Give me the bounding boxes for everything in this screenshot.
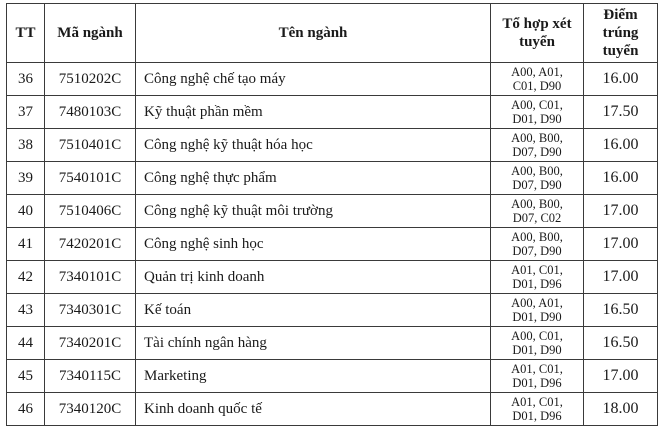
row-diem-cell: 18.00 xyxy=(584,393,658,426)
row-tt-cell: 36 xyxy=(7,63,45,96)
table-row xyxy=(7,261,658,294)
row-diem-cell: 17.50 xyxy=(584,96,658,129)
row-tt-cell: 37 xyxy=(7,96,45,129)
row-to-hop-cell xyxy=(491,129,584,162)
row-tt-cell: 40 xyxy=(7,195,45,228)
row-to-hop-cell xyxy=(491,195,584,228)
to-hop-line: C01, D90 xyxy=(512,79,562,93)
header-ma-nganh: Mã ngành xyxy=(45,4,136,63)
to-hop-line: D01, D90 xyxy=(512,310,562,324)
to-hop-line: D01, D96 xyxy=(512,409,562,423)
to-hop-line: A01, C01, xyxy=(511,362,563,376)
row-tt-cell: 38 xyxy=(7,129,45,162)
row-ten-nganh-cell: Công nghệ thực phẩm xyxy=(136,162,491,195)
to-hop-line: A01, C01, xyxy=(511,395,563,409)
row-ma-nganh-cell: 7340301C xyxy=(45,294,136,327)
row-diem-cell: 17.00 xyxy=(584,261,658,294)
row-ten-nganh-cell: Kỹ thuật phần mềm xyxy=(136,96,491,129)
row-ma-nganh-cell: 7540101C xyxy=(45,162,136,195)
row-to-hop-cell xyxy=(491,162,584,195)
row-tt-cell: 45 xyxy=(7,360,45,393)
table-row xyxy=(7,228,658,261)
table-row xyxy=(7,195,658,228)
to-hop-line: D01, D90 xyxy=(512,343,562,357)
to-hop-line: D07, D90 xyxy=(512,145,562,159)
to-hop-line: A00, A01, xyxy=(511,65,563,79)
table-body xyxy=(7,63,658,426)
row-ma-nganh-cell: 7420201C xyxy=(45,228,136,261)
to-hop-line: A00, B00, xyxy=(511,131,563,145)
row-diem-cell: 16.00 xyxy=(584,129,658,162)
row-ma-nganh-cell: 7340201C xyxy=(45,327,136,360)
to-hop-line: A00, B00, xyxy=(511,164,563,178)
row-ten-nganh-cell: Kinh doanh quốc tế xyxy=(136,393,491,426)
row-ten-nganh-cell: Kế toán xyxy=(136,294,491,327)
table-row xyxy=(7,96,658,129)
to-hop-line: A01, C01, xyxy=(511,263,563,277)
table-row xyxy=(7,162,658,195)
row-ten-nganh-cell: Tài chính ngân hàng xyxy=(136,327,491,360)
row-ma-nganh-cell: 7480103C xyxy=(45,96,136,129)
row-to-hop-cell xyxy=(491,63,584,96)
row-tt-cell: 44 xyxy=(7,327,45,360)
row-ten-nganh-cell: Công nghệ kỹ thuật môi trường xyxy=(136,195,491,228)
row-to-hop-cell xyxy=(491,327,584,360)
row-diem-cell: 16.00 xyxy=(584,63,658,96)
row-ten-nganh-cell: Quản trị kinh doanh xyxy=(136,261,491,294)
to-hop-line: D07, D90 xyxy=(512,178,562,192)
row-ma-nganh-cell: 7510406C xyxy=(45,195,136,228)
table-row xyxy=(7,360,658,393)
table-row xyxy=(7,129,658,162)
table-row xyxy=(7,393,658,426)
row-tt-cell: 43 xyxy=(7,294,45,327)
row-ma-nganh-cell: 7340115C xyxy=(45,360,136,393)
row-diem-cell: 16.50 xyxy=(584,327,658,360)
row-to-hop-cell xyxy=(491,228,584,261)
to-hop-line: A00, B00, xyxy=(511,230,563,244)
table-header-row xyxy=(7,4,658,63)
to-hop-line: A00, C01, xyxy=(511,98,563,112)
table-row xyxy=(7,327,658,360)
row-to-hop-cell xyxy=(491,360,584,393)
row-tt-cell: 42 xyxy=(7,261,45,294)
to-hop-line: D01, D96 xyxy=(512,376,562,390)
row-diem-cell: 16.00 xyxy=(584,162,658,195)
header-to-hop: Tổ hợp xét tuyển xyxy=(491,4,584,63)
row-tt-cell: 39 xyxy=(7,162,45,195)
row-ten-nganh-cell: Công nghệ kỹ thuật hóa học xyxy=(136,129,491,162)
table-row xyxy=(7,294,658,327)
header-tt: TT xyxy=(7,4,45,63)
to-hop-line: A00, C01, xyxy=(511,329,563,343)
header-diem: Điểm trúng tuyển xyxy=(584,4,658,63)
to-hop-line: D01, D90 xyxy=(512,112,562,126)
admission-scores-table xyxy=(6,3,658,426)
to-hop-line: D07, D90 xyxy=(512,244,562,258)
row-ma-nganh-cell: 7340101C xyxy=(45,261,136,294)
row-ma-nganh-cell: 7340120C xyxy=(45,393,136,426)
row-to-hop-cell xyxy=(491,393,584,426)
to-hop-line: A00, B00, xyxy=(511,197,563,211)
row-to-hop-cell xyxy=(491,294,584,327)
row-ten-nganh-cell: Công nghệ sinh học xyxy=(136,228,491,261)
row-diem-cell: 17.00 xyxy=(584,195,658,228)
header-ten-nganh: Tên ngành xyxy=(136,4,491,63)
row-diem-cell: 17.00 xyxy=(584,360,658,393)
to-hop-line: D01, D96 xyxy=(512,277,562,291)
row-diem-cell: 16.50 xyxy=(584,294,658,327)
table-row xyxy=(7,63,658,96)
row-tt-cell: 41 xyxy=(7,228,45,261)
to-hop-line: A00, A01, xyxy=(511,296,563,310)
row-ten-nganh-cell: Công nghệ chế tạo máy xyxy=(136,63,491,96)
row-ten-nganh-cell: Marketing xyxy=(136,360,491,393)
row-tt-cell: 46 xyxy=(7,393,45,426)
row-ma-nganh-cell: 7510401C xyxy=(45,129,136,162)
row-diem-cell: 17.00 xyxy=(584,228,658,261)
row-to-hop-cell xyxy=(491,96,584,129)
row-to-hop-cell xyxy=(491,261,584,294)
to-hop-line: D07, C02 xyxy=(512,211,562,225)
row-ma-nganh-cell: 7510202C xyxy=(45,63,136,96)
